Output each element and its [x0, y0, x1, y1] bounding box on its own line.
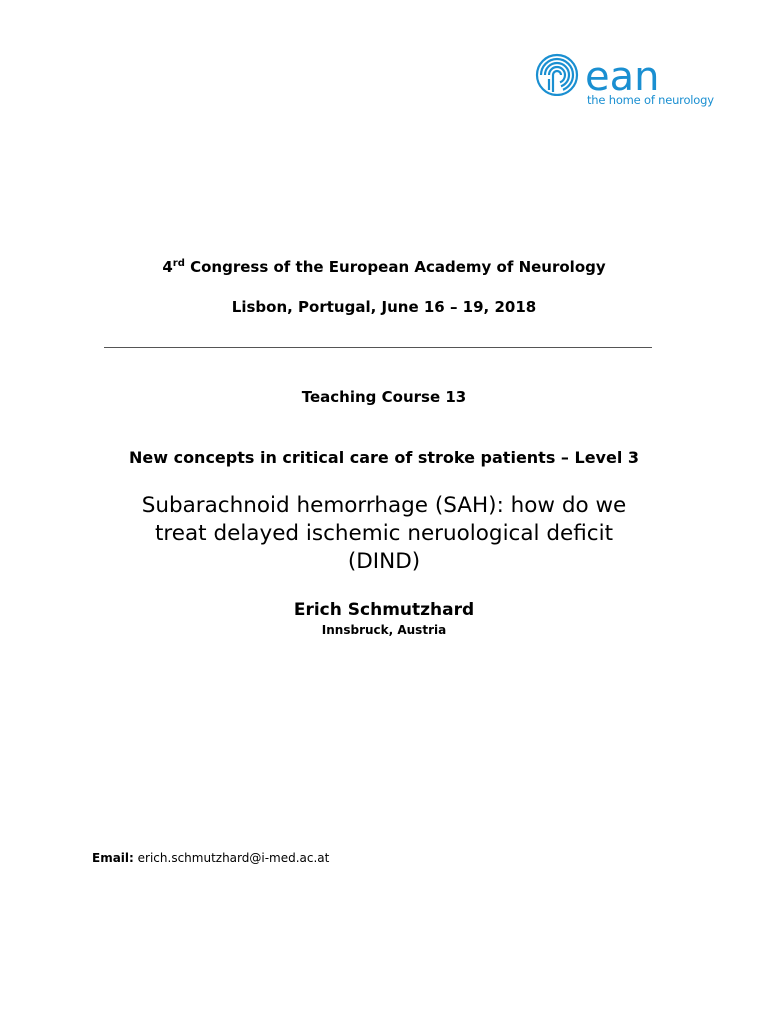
author-name: Erich Schmutzhard: [293, 600, 475, 620]
ean-logo-graphic: [533, 52, 723, 96]
course-label: Teaching Course 13: [301, 388, 467, 406]
congress-ordinal-suffix: rd: [172, 258, 185, 269]
email-label: Email:: [92, 851, 134, 865]
paper-title-line: treat delayed ischemic neruological deficit: [154, 521, 613, 546]
congress-location-date: Lisbon, Portugal, June 16 – 19, 2018: [231, 298, 537, 316]
ean-logo: [533, 52, 723, 112]
author-affiliation: Innsbruck, Austria: [321, 623, 447, 637]
brain-maze-icon: [537, 55, 577, 95]
section-divider: [104, 347, 652, 348]
logo-tagline: the home of neurology: [587, 93, 714, 107]
congress-title: [0, 258, 768, 276]
course-subtitle: New concepts in critical care of stroke patients – Level 3: [128, 448, 640, 467]
paper-title-line: (DIND): [347, 549, 421, 574]
ean-wordmark: ean: [585, 54, 660, 96]
congress-ordinal: 4: [162, 258, 173, 276]
congress-name: Congress of the European Academy of Neurology: [190, 258, 606, 276]
contact-email: [92, 851, 329, 865]
email-address[interactable]: erich.schmutzhard@i-med.ac.at: [137, 851, 330, 865]
paper-title: [0, 492, 768, 576]
paper-title-line: Subarachnoid hemorrhage (SAH): how do we: [141, 493, 627, 518]
